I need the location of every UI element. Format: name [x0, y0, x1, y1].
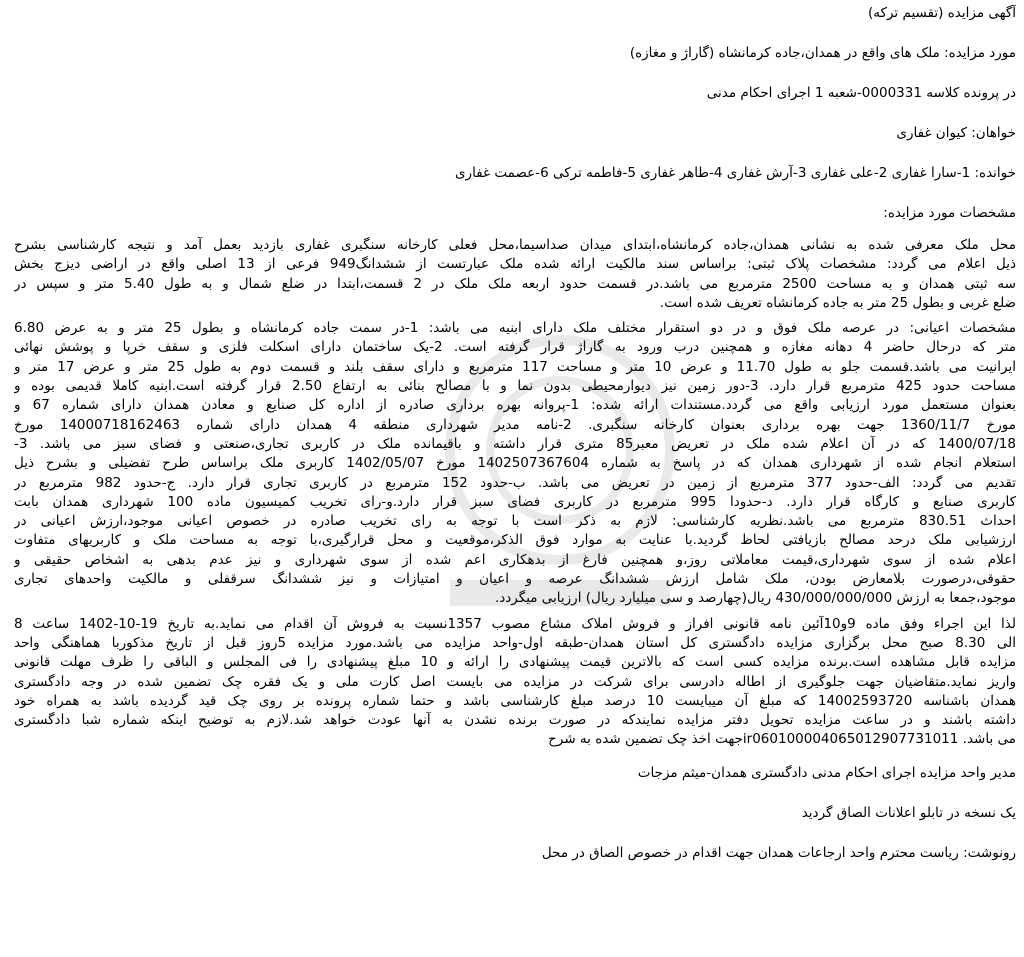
manager-signature: مدیر واحد مزایده اجرای احکام مدنی دادگستری همدان-میثم مزجات — [637, 764, 1016, 781]
paragraph-line: محل ملک معرفی شده به نشانی همدان،جاده کرمانشاه،ابتدای میدان صداسیما،محل فعلی کارخانه سنگبری غفاری بازدید بعمل آمد و نتیجه کارشناسی بشرح — [14, 237, 1016, 253]
paragraph-line: مساحت حدود 425 مترمربع قرار دارد. 3-دور زمین نیز دیوارمحیطی بدون نما و با مصالح بنائی به ارتفاع 2.50 قرار گرفته است.ابنیه کاملا قدیمی بوده و — [14, 378, 1016, 395]
paragraph-line: ارزشیابی ملک درحد مصالح بازیافتی لحاظ گردید.با عنایت به موارد فوق الذکر،موقعیت و محل قرارگیری،با توجه به مساحت ملک و کاربریهای متفاوت — [14, 532, 1016, 549]
paragraph-line: متر که درحال حاضر 4 دهانه مغازه و همچنین درب ورود به گاراژ قرار گرفته است. 2-یک ساختمان دارای اسکلت فلزی و سقف خرپا و پوشش نهائی — [14, 339, 1016, 356]
posting-note: یک نسخه در تابلو اعلانات الصاق گردید — [801, 804, 1016, 821]
case-number: در پرونده کلاسه 0000331-شعبه 1 اجرای احکام مدنی — [706, 85, 1016, 101]
paragraph-line: اعلام شده از سوی شهرداری،قیمت معاملاتی روز،و همچنین فارغ از بدهکاری اعم شده از سوی شهرداری و نیز عدم بدهی به اشخاص حقیقی و — [14, 551, 1016, 568]
paragraph-line: داشته باشند و در ساعت مزایده تحویل دفتر مزایده نمایندکه در صورت برنده نشدن به آنها عودت خواهد شد.لازم به توضیح اینکه شماره شبا دادگستری — [14, 712, 1016, 729]
paragraph-line: موجود،جمعا به ارزش 430/000/000/000 ریال(چهارصد و سی میلیارد ریال) ارزیابی میگردد. — [494, 590, 1016, 607]
paragraph-line: ایرانیت می باشد.قسمت جلو به طول 11.70 و عرض 10 متر و مساحت 117 مترمربع و دارای سقف بلند و قسمت دوم به طول 25 متر و عرض 17 متر و — [14, 358, 1016, 375]
auction-terms-paragraph — [14, 615, 1016, 750]
paragraph-line: مورخ 1360/11/7 جهت بهره برداری بعنوان کارخانه سنگبری. 2-نامه مدیر شهرداری منطقه 4 همدان دارای شماره 14000718162463 مورخ — [14, 416, 1016, 433]
paragraph-line: حقوقی،درصورت بلامعارض بودن، ملک شامل ارزش ششدانگ عرصه و اعیان و امتیازات و نیز ششدانگ سرقفلی و مالکیت واحدهای تجاری — [14, 571, 1016, 588]
paragraph-line: واریز نماید.متقاضیان جهت جلوگیری از اطاله دادرسی برای شرکت در مزایده می بایست اصل کارت ملی و یک فقره چک تضمین شده در وجه دادگستری — [14, 673, 1016, 690]
paragraph-line: همدان باشناسه 14002593720 که مبلغ آن میبایست 10 درصد مبلغ کارشناسی باشد و حتما شماره پرونده بر روی چک قید گردیده باشد به همراه خود — [14, 692, 1016, 709]
paragraph-line: کاربری صنایع و کارگاه قرار دارد. د-حدودا 995 مترمربع در کاربری فضای سبز قرار دارد.و-رای تخریب کمیسیون ماده 100 شهرداری همدان بابت — [14, 493, 1016, 510]
paragraph-line: ذیل اعلام می گردد: مشخصات پلاک ثبتی: براساس سند مالکیت ارائه شده ملک عبارتست از ششدانگ949 فرعی از 13 اصلی واقع در اراضی دیزج بخش — [14, 256, 1016, 273]
building-paragraph — [14, 319, 1016, 608]
paragraph-line: لذا این اجراء وفق ماده 9و10آئین نامه قانونی افراز و فروش املاک مشاع مصوب 1357نسبت به فروش آن اقدام می نماید.به تاریخ 19-10-1402 ساعت 8 — [14, 615, 1016, 632]
location-paragraph — [14, 236, 1016, 313]
auction-subject: مورد مزایده: ملک های واقع در همدان،جاده کرمانشاه (گاراژ و مغازه) — [629, 45, 1016, 61]
paragraph-line: احداث 830.51 مترمربع می باشد.نظریه کارشناسی: لازم به ذکر است با توجه به رای تخریب صادره در خصوص اعیانی موجود،ارزش اعیانی در — [14, 513, 1016, 530]
carbon-copy-note: رونوشت: ریاست محترم واحد ارجاعات همدان جهت اقدام در خصوص الصاق در محل — [541, 844, 1016, 861]
paragraph-line: مشخصات اعیانی: در عرصه ملک فوق و در دو استقرار مختلف ملک دارای ابنیه می باشد: 1-در سمت جاده کرمانشاه و بطول 25 متر و به عرض 6.80 — [14, 320, 1016, 337]
paragraph-line: سه ثبتی همدان و به مساحت 2500 مترمربع می باشد.در قسمت حدود اربعه ملک ملک در 2 قسمت،ابتدا در ضلع شمال و به طول 5.40 متر و سپس در — [14, 275, 1016, 292]
paragraph-line: می باشد. ir060100004065012907731011جهت اخذ چک تضمین شده به شرح — [548, 731, 1016, 748]
specs-heading: مشخصات مورد مزایده: — [883, 205, 1016, 221]
paragraph-line: مزایده قابل مشاهده است.برنده مزایده کسی است که بالاترین قیمت پیشنهادی را ارائه و 10 مبلغ پیشنهادی را فی المجلس و الباقی را ظرف مهلت قانونی — [14, 654, 1016, 671]
paragraph-line: 1400/07/18 که در آن اعلام شده ملک در تعریض معبر85 متری قرار داشته و باقیمانده ملک در کاربری تجاری،صنعتی و فضای سبز می باشد. 3- — [14, 435, 1016, 452]
paragraph-line: ضلع غربی و بطول 25 متر به جاده کرمانشاه تعریف شده است. — [659, 294, 1016, 311]
notice-title: آگهی مزایده (تقسیم ترکه) — [868, 5, 1016, 21]
defendants: خوانده: 1-سارا غفاری 2-علی غفاری 3-آرش غفاری 4-طاهر غفاری 5-فاطمه ترکی 6-عصمت غفاری — [454, 165, 1016, 181]
paragraph-line: بعنوان مستعمل مورد ارزیابی واقع می گردد.مستندات ارائه شده: 1-پروانه بهره برداری صادره از اداره کل صنایع و معادن همدان دارای شماره 67 و — [14, 397, 1016, 414]
plaintiff: خواهان: کیوان غفاری — [896, 125, 1016, 141]
paragraph-line: الی 8.30 صبح محل برگزاری مزایده دادگستری کل استان همدان-طبقه اول-واحد مزایده می باشد.مورد مزایده 5روز قبل از تاریخ مذکوربا هماهنگی واحد — [14, 634, 1016, 651]
paragraph-line: استعلام انجام شده از شهرداری همدان که در پاسخ به شماره 1402507367604 مورخ 1402/05/07 کاربری ملک براساس طرح تفضیلی و بشرح ذیل — [14, 455, 1016, 472]
paragraph-line: تقدیم می گردد: الف-حدود 377 مترمربع از زمین در تعریض می باشد. ب-حدود 152 مترمربع در کاربری تجاری قرار دارد. ج-حدود 982 مترمربع در — [14, 474, 1016, 491]
